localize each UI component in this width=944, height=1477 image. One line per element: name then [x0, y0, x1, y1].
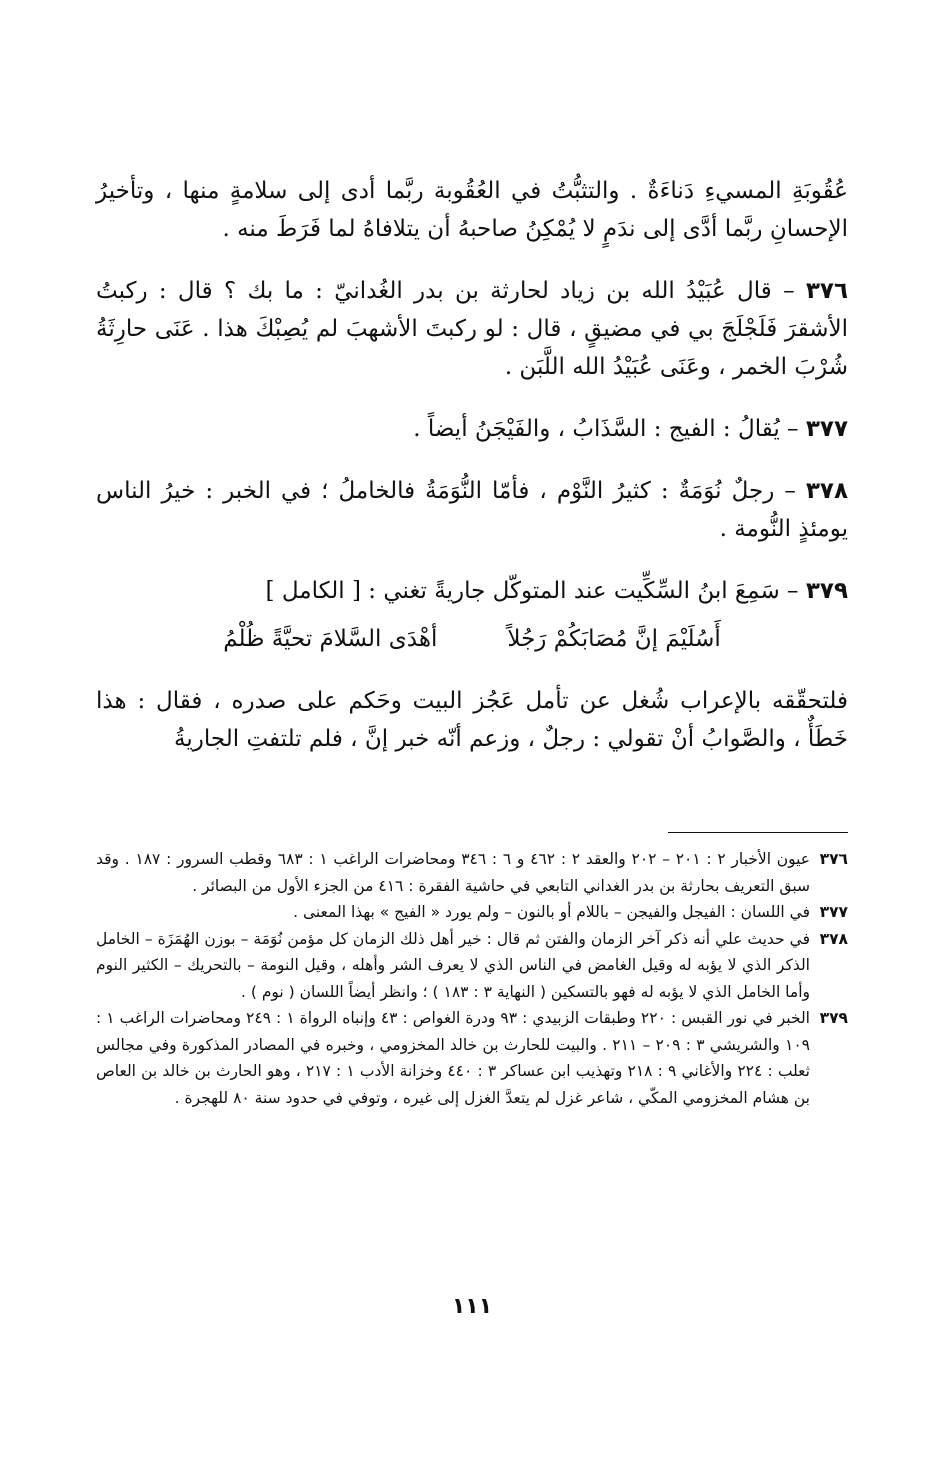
paragraph-number: ٣٧٧ [805, 416, 848, 442]
footnote-376 [96, 846, 848, 899]
paragraph-number: ٣٧٨ [805, 478, 848, 504]
paragraph-number: ٣٧٩ [805, 578, 848, 604]
footnote-378 [96, 926, 848, 1006]
paragraph-text: فلتحقّقه بالإعراب شُغل عن تأمل عَجُز البيت وحَكم على صدره ، فقال : هذا خَطَأٌ ، والصَّوابُ أنْ تقولي : رجلٌ ، وزعم أنّه خبر إنَّ ، فلم تلتفتِ الجاريةُ [96, 688, 848, 752]
footnote-number: ٣٧٦ [819, 850, 848, 868]
verse-first-hemistich: أَسُلَيْمَ إنَّ مُصَابَكُمْ رَجُلاً [507, 626, 721, 652]
footnote-text: الخبر في نور القبس : ٢٢٠ وطبقات الزبيدي : ٩٣ ودرة الغواص : ٤٣ وإنباه الرواة ١ : ٢٤٩ ومحاضرات الراغب ١ : ١٠٩ والشريشي ٣ : ٢٠٩ – ٢١١ . والبيت للحارث بن خالد المخزومي ، وخبره في المصادر المذكورة وفي مجالس ثعلب : ٢٢٤ والأغاني ٩ : ٢١٨ وتهذيب ابن عساكر ٣ : ٤٤٠ وخزانة الأدب ١ : ٢١٧ ، وهو الحارث بن خالد بن العاص بن هشام المخزومي المكّي ، شاعر غزل لم يتعدَّ الغزل إلى غيره ، وتوفي في حدود سنة ٨٠ للهجرة . [96, 1009, 810, 1107]
footnote-379 [96, 1005, 848, 1111]
paragraph-377 [96, 410, 848, 448]
paragraph-text: – قال عُبَيْدُ الله بن زياد لحارثة بن بدر الغُدانيّ : ما بك ؟ قال : ركبتُ الأشقرَ فَلَجْلَجَ بي في مضيقٍ ، قال : لو ركبتَ الأشهبَ لم يُصِبْكَ هذا . عَنَى حارِثَةُ شُرْبَ الخمر ، وعَنَى عُبَيْدُ الله اللَّبَن . [96, 278, 848, 380]
paragraph-text: – سَمِعَ ابنُ السِّكِّيت عند المتوكّل جاريةً تغني : [ الكامل ] [265, 578, 799, 604]
footnote-text: في اللسان : الفيجل والفيجن – باللام أو بالنون – ولم يورد « الفيج » بهذا المعنى . [293, 903, 810, 921]
paragraph-text: – رجلٌ نُوَمَةٌ : كثيرُ النَّوْم ، فأمّا النُّوَمَةُ فالخاملُ ؛ في الخبر : خيرُ الناس يومئذٍ النُّومة . [96, 478, 848, 542]
page-number: ١١١ [451, 1294, 493, 1319]
footnote-text: عيون الأخبار ٢ : ٢٠١ – ٢٠٢ والعقد ٢ : ٤٦٢ و ٦ : ٣٤٦ ومحاضرات الراغب ١ : ٦٨٣ وقطب السرور : ١٨٧ . وقد سبق التعريف بحارثة بن بدر الغداني التابعي في حاشية الفقرة : ٤١٦ من الجزء الأول من البصائر . [96, 850, 811, 895]
poetry-verse [96, 620, 848, 658]
verse-second-hemistich: أهْدَى السَّلامَ تحيَّةً ظُلْمُ [223, 626, 438, 652]
paragraph-378 [96, 472, 848, 548]
paragraph-closing [96, 682, 848, 758]
paragraph-text: عُقُوبَةِ المسيءِ دَناءَةٌ . والتثبُّتُ في العُقُوبة ربَّما أدى إلى سلامةٍ منها ، وتأخيرُ الإحسانِ ربَّما أدَّى إلى ندَمٍ لا يُمْكِنُ صاحبهُ أن يتلافاهُ لما فَرَطَ منه . [96, 178, 848, 242]
footnote-number: ٣٧٩ [819, 1009, 848, 1027]
paragraph-text: – يُقالُ : الفيج : السَّذَابُ ، والفَيْجَنُ أيضاً . [413, 416, 799, 442]
paragraph-379 [96, 572, 848, 610]
footnote-377 [96, 899, 848, 926]
footnote-number: ٣٧٨ [819, 929, 848, 948]
paragraph-number: ٣٧٦ [805, 278, 849, 304]
paragraph-376 [96, 272, 848, 386]
footnote-number: ٣٧٧ [819, 903, 848, 921]
paragraph-intro [96, 172, 848, 248]
footnotes [96, 846, 848, 1111]
footnote-text: في حديث علي أنه ذكر آخر الزمان والفتن ثم قال : خير أهل ذلك الزمان كل مؤمن نُوَمَة – بوزن الهُمَزَة – الخامل الذكر الذي لا يؤبه له وقيل الغامض في الناس الذي لا يعرف الشر وأهله ، وقيل النومة – بالتحريك – الكثير النوم وأما الخامل الذي لا يؤبه له فهو بالتسكين ( النهاية ٣ : ١٨٣ ) ؛ وانظر أيضاً اللسان ( نوم ) . [96, 929, 810, 1001]
main-text [96, 172, 848, 782]
footnote-separator [668, 832, 848, 833]
